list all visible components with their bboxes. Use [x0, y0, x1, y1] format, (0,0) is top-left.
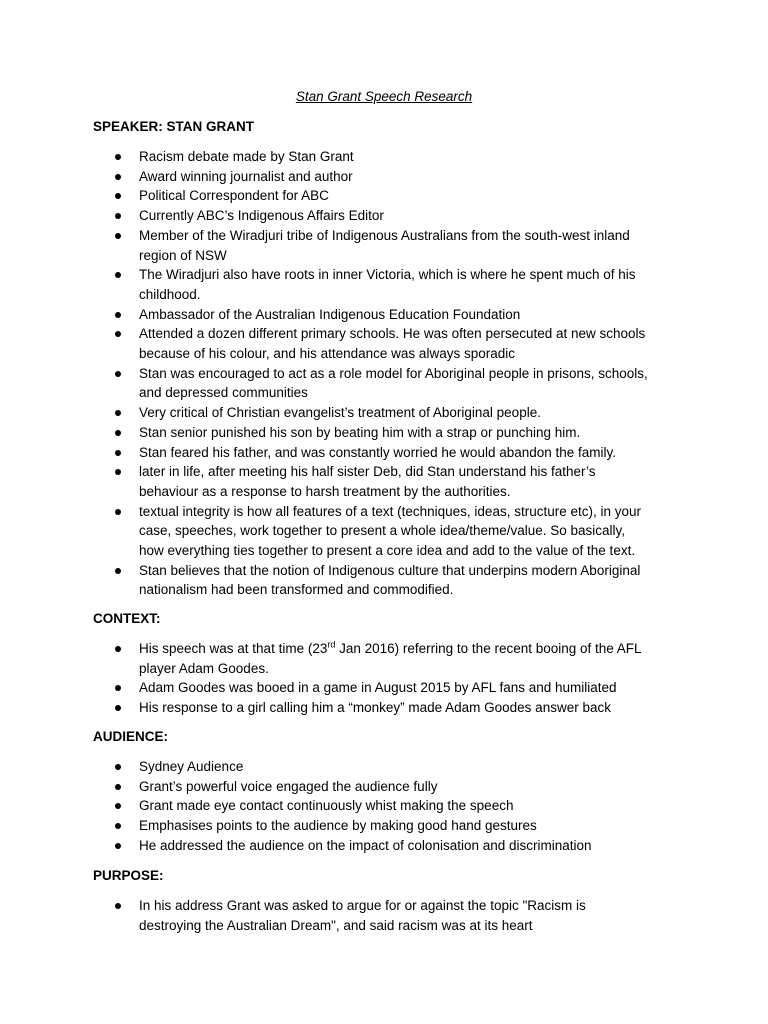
list-item: Stan believes that the notion of Indigenous culture that underpins modern Aboriginal nationalism had been transformed and commodified. [93, 561, 649, 600]
audience-heading: AUDIENCE: [93, 729, 169, 744]
speaker-list [93, 147, 693, 600]
bullet-icon [115, 646, 121, 652]
bullet-icon [115, 803, 121, 809]
bullet-icon [115, 509, 121, 515]
bullet-icon [115, 272, 121, 278]
list-item: His response to a girl calling him a “monkey” made Adam Goodes answer back [93, 698, 649, 718]
purpose-list [93, 896, 693, 935]
bullet-icon [115, 764, 121, 770]
purpose-section [93, 867, 693, 935]
bullet-icon [115, 233, 121, 239]
list-item: Political Correspondent for ABC [93, 186, 649, 206]
list-item: He addressed the audience on the impact of colonisation and discrimination [93, 836, 649, 856]
list-item: later in life, after meeting his half sister Deb, did Stan understand his father’s behaviour as a response to harsh treatment by the authorities. [93, 462, 649, 501]
bullet-icon [115, 410, 121, 416]
list-item: Grant made eye contact continuously whist making the speech [93, 796, 649, 816]
list-item: Emphasises points to the audience by making good hand gestures [93, 816, 649, 836]
list-item: Stan feared his father, and was constantly worried he would abandon the family. [93, 443, 649, 463]
list-item: textual integrity is how all features of a text (techniques, ideas, structure etc), in your case, speeches, work together to present a whole idea/theme/value. So basically, how everything ties together to present a core idea and add to the value of the text. [93, 502, 649, 561]
list-item: Ambassador of the Australian Indigenous Education Foundation [93, 305, 649, 325]
bullet-icon [115, 430, 121, 436]
bullet-icon [115, 331, 121, 337]
bullet-icon [115, 193, 121, 199]
context-list [93, 639, 693, 718]
bullet-icon [115, 685, 121, 691]
bullet-icon [115, 903, 121, 909]
list-item: Attended a dozen different primary schools. He was often persecuted at new schools because of his colour, and his attendance was always sporadic [93, 324, 649, 363]
list-item: The Wiradjuri also have roots in inner Victoria, which is where he spent much of his childhood. [93, 265, 649, 304]
context-section [93, 610, 693, 718]
list-item: Very critical of Christian evangelist’s treatment of Aboriginal people. [93, 403, 649, 423]
purpose-heading: PURPOSE: [93, 868, 164, 883]
list-item: Adam Goodes was booed in a game in August 2015 by AFL fans and humiliated [93, 678, 649, 698]
bullet-icon [115, 371, 121, 377]
list-item: His speech was at that time (23rd Jan 2016) referring to the recent booing of the AFL player Adam Goodes. [93, 639, 649, 678]
bullet-icon [115, 312, 121, 318]
list-item: Sydney Audience [93, 757, 649, 777]
bullet-icon [115, 705, 121, 711]
list-item: Award winning journalist and author [93, 167, 649, 187]
bullet-icon [115, 568, 121, 574]
bullet-icon [115, 154, 121, 160]
document-title: Stan Grant Speech Research [295, 89, 473, 104]
audience-list [93, 757, 693, 856]
list-item: Currently ABC’s Indigenous Affairs Editor [93, 206, 649, 226]
speaker-section [93, 118, 693, 600]
list-item: Stan senior punished his son by beating him with a strap or punching him. [93, 423, 649, 443]
bullet-icon [115, 843, 121, 849]
bullet-icon [115, 784, 121, 790]
bullet-icon [115, 174, 121, 180]
audience-section [93, 728, 693, 856]
list-item: Racism debate made by Stan Grant [93, 147, 649, 167]
bullet-icon [115, 469, 121, 475]
list-item: Stan was encouraged to act as a role model for Aboriginal people in prisons, schools, and depressed communities [93, 364, 649, 403]
list-item: Grant’s powerful voice engaged the audience fully [93, 777, 649, 797]
context-heading: CONTEXT: [93, 611, 161, 626]
bullet-icon [115, 450, 121, 456]
list-item: Member of the Wiradjuri tribe of Indigenous Australians from the south-west inland region of NSW [93, 226, 649, 265]
bullet-icon [115, 823, 121, 829]
list-item: In his address Grant was asked to argue for or against the topic "Racism is destroying the Australian Dream", and said racism was at its heart [93, 896, 649, 935]
speaker-heading: SPEAKER: STAN GRANT [93, 119, 255, 134]
bullet-icon [115, 213, 121, 219]
